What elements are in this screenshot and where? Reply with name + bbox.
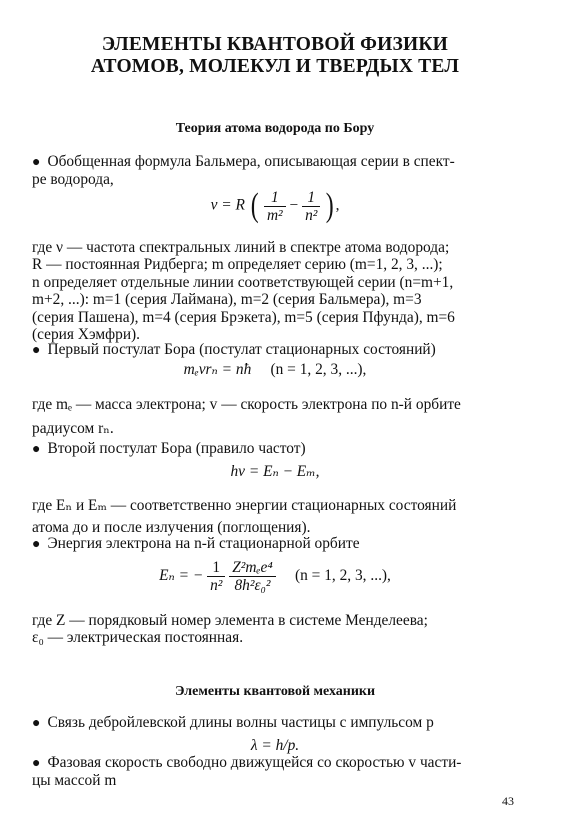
formula-lhs: ν = R: [210, 196, 245, 214]
text-line: где mₑ — масса электрона; v — скорость электрона по n-й орбите: [32, 396, 461, 413]
formula-postulate2: hν = Eₙ − Eₘ,: [230, 463, 320, 480]
fraction-numerator: 1: [302, 189, 320, 207]
page-number: 43: [502, 794, 514, 808]
page: [32, 0, 518, 837]
text-line: (серия Хэмфри).: [32, 326, 141, 344]
text-line: (серия Пашена), m=4 (серия Брэкета), m=5 (серия Пфунда), m=6: [32, 308, 455, 326]
text-line: атома до и после излучения (поглощения).: [32, 519, 311, 536]
formula-condition: (n = 1, 2, 3, ...),: [295, 567, 391, 585]
text-line: где Eₙ и Eₘ — соответственно энергии стационарных состояний: [32, 497, 457, 514]
fraction: [229, 559, 276, 594]
text-line: ● Первый постулат Бора (постулат стационарных состояний): [32, 341, 518, 359]
paragraph-atomic-number: [32, 612, 518, 647]
paragraph-postulate2: [32, 440, 518, 458]
fraction-denominator: n²: [305, 206, 318, 224]
paragraph-postulate1: [32, 341, 518, 359]
fraction-numerator: 1: [207, 559, 225, 577]
section-title-quantum: Элементы квантовой механики: [174, 684, 376, 699]
text-line: радиусом rₙ.: [32, 420, 114, 437]
chapter-title-line1: ЭЛЕМЕНТЫ КВАНТОВОЙ ФИЗИКИ: [101, 34, 449, 55]
text-line: n определяет отдельные линии соответствующей серии (n=m+1,: [32, 273, 454, 291]
paragraph-electron-energy: [32, 535, 518, 553]
paragraph-energies: [32, 495, 518, 539]
text-line: ● Фазовая скорость свободно движущейся со скоростью v части-: [32, 754, 518, 772]
text-line: цы массой m: [32, 772, 117, 790]
fraction-denominator: m²: [266, 206, 283, 224]
fraction-denominator: 8h²ε₀²: [234, 577, 271, 594]
fraction: [302, 189, 320, 224]
text-line: ● Обобщенная формула Бальмера, описывающая серии в спект-: [32, 153, 518, 171]
text-line: ● Второй постулат Бора (правило частот): [32, 440, 518, 458]
text-line: ре водорода,: [32, 171, 114, 189]
fraction-denominator: n²: [210, 577, 223, 594]
chapter-title: [32, 34, 518, 78]
chapter-title-line2: АТОМОВ, МОЛЕКУЛ И ТВЕРДЫХ ТЕЛ: [90, 56, 460, 77]
fraction: [264, 189, 286, 224]
formula-punct: ,: [335, 196, 340, 214]
paragraph-phase-velocity: [32, 754, 518, 790]
formula-electron-energy: [32, 559, 518, 594]
formula-operator: −: [289, 196, 299, 214]
text-line: R — постоянная Ридберга; m определяет серию (m=1, 2, 3, ...);: [32, 256, 443, 274]
text-line: ● Связь дебройлевской длины волны частицы с импульсом p: [32, 714, 518, 732]
text-line: где ν — частота спектральных линий в спектре атома водорода;: [32, 239, 450, 256]
paragraph-balmer: [32, 153, 518, 189]
paragraph-electron-mass: [32, 393, 518, 441]
fraction-numerator: 1: [264, 189, 286, 207]
paragraph-rydberg: [32, 239, 518, 343]
right-paren: ): [325, 187, 334, 224]
formula-postulate1: [32, 360, 518, 379]
fraction: [207, 559, 225, 594]
text-line: m+2, ...): m=1 (серия Лаймана), m=2 (серия Бальмера), m=3: [32, 291, 422, 309]
formula-de-broglie: λ = h/p.: [250, 737, 300, 754]
text-line: ● Энергия электрона на n-й стационарной орбите: [32, 535, 518, 553]
formula-main: mₑvrₙ = nħ: [183, 361, 252, 378]
paragraph-de-broglie: [32, 714, 518, 732]
section-title-bohr: Теория атома водорода по Бору: [175, 121, 375, 136]
formula-lhs: Eₙ = −: [159, 567, 204, 585]
left-paren: (: [250, 187, 259, 224]
text-line: где Z — порядковый номер элемента в системе Менделеева;: [32, 612, 428, 629]
formula-balmer: [32, 187, 518, 225]
fraction-numerator: Z²mₑe⁴: [229, 559, 276, 577]
formula-condition: (n = 1, 2, 3, ...),: [270, 361, 367, 378]
text-line: ε₀ — электрическая постоянная.: [32, 629, 244, 647]
